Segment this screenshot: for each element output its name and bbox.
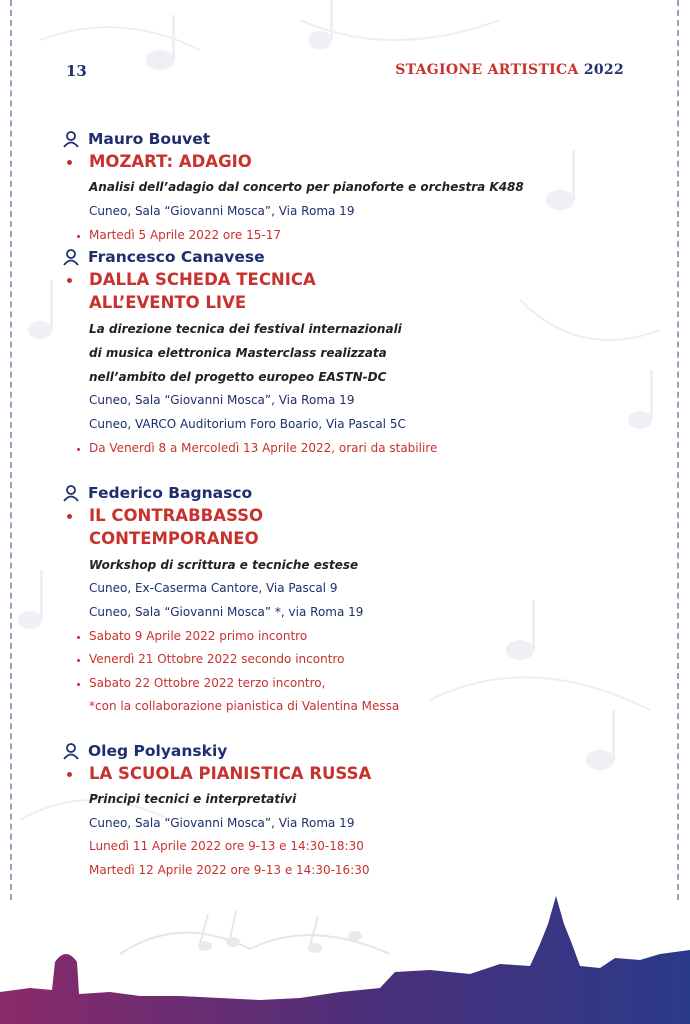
bullet-icon [77, 659, 80, 662]
course-title-text: LA SCUOLA PIANISTICA RUSSA [89, 764, 372, 783]
date-line [62, 441, 437, 455]
course-subtitle: Workshop di scrittura e tecniche estese [89, 558, 359, 572]
bullet-icon [77, 683, 80, 686]
teacher-name [62, 484, 252, 502]
teacher-name-text: Mauro Bouvet [88, 130, 211, 148]
course-subtitle: Principi tecnici e interpretativi [89, 792, 297, 806]
person-icon [62, 130, 80, 148]
course-title [62, 152, 252, 171]
course-subtitle: Analisi dell’adagio dal concerto per pianoforte e orchestra K488 [89, 180, 524, 194]
course-title-text: DALLA SCHEDA TECNICA [89, 270, 316, 289]
venue: Cuneo, Sala “Giovanni Mosca”, Via Roma 19 [89, 816, 355, 830]
date-line: Lunedì 11 Aprile 2022 ore 9-13 e 14:30-18:30 [89, 839, 364, 853]
date-line [62, 629, 307, 643]
bullet-icon [77, 636, 80, 639]
teacher-name-text: Federico Bagnasco [88, 484, 253, 502]
venue: Cuneo, Ex-Caserma Cantore, Via Pascal 9 [89, 581, 338, 595]
date-text: Sabato 22 Ottobre 2022 terzo incontro, [89, 676, 326, 690]
bullet-icon [77, 235, 80, 238]
teacher-name [62, 248, 265, 266]
header-title-text: STAGIONE ARTISTICA [395, 62, 579, 78]
venue: Cuneo, Sala “Giovanni Mosca” *, via Roma 19 [89, 605, 364, 619]
teacher-name [62, 742, 227, 760]
date-text: Sabato 9 Aprile 2022 primo incontro [89, 629, 308, 643]
course-title-text: IL CONTRABBASSO [89, 506, 264, 525]
date-line: Martedì 12 Aprile 2022 ore 9-13 e 14:30-16:30 [89, 863, 370, 877]
course-title [62, 764, 371, 783]
page-number: 13 [66, 62, 87, 80]
course-title-text: MOZART: ADAGIO [89, 152, 252, 171]
venue: Cuneo, Sala “Giovanni Mosca”, Via Roma 19 [89, 393, 355, 407]
date-text: Da Venerdì 8 a Mercoledì 13 Aprile 2022, orari da stabilire [89, 441, 438, 455]
header-year: 2022 [583, 62, 624, 78]
date-text: Martedì 5 Aprile 2022 ore 15-17 [89, 228, 281, 242]
bullet-icon [67, 514, 72, 519]
course-title [62, 506, 263, 525]
person-icon [62, 484, 80, 502]
left-dashed-border [10, 0, 12, 900]
teacher-name-text: Francesco Canavese [88, 248, 265, 266]
bullet-icon [67, 278, 72, 283]
collaboration-note: *con la collaborazione pianistica di Valentina Messa [89, 699, 400, 713]
bullet-icon [77, 448, 80, 451]
date-line [62, 652, 344, 666]
date-line [62, 676, 325, 690]
venue: Cuneo, Sala “Giovanni Mosca”, Via Roma 19 [89, 204, 355, 218]
person-icon [62, 742, 80, 760]
course-title-line-2: CONTEMPORANEO [89, 529, 259, 548]
course-subtitle: nell’ambito del progetto europeo EASTN-DC [89, 370, 387, 384]
course-title [62, 270, 316, 289]
teacher-name [62, 130, 210, 148]
city-skyline-illustration [0, 884, 690, 1024]
venue: Cuneo, VARCO Auditorium Foro Boario, Via Pascal 5C [89, 417, 406, 431]
course-title-line-2: ALL’EVENTO LIVE [89, 293, 247, 312]
bullet-icon [67, 772, 72, 777]
bullet-icon [67, 160, 72, 165]
header-title [395, 62, 624, 78]
course-subtitle: di musica elettronica Masterclass realizzata [89, 346, 387, 360]
right-dashed-border [677, 0, 679, 900]
date-text: Venerdì 21 Ottobre 2022 secondo incontro [89, 652, 345, 666]
date-line [62, 228, 281, 242]
course-subtitle: La direzione tecnica dei festival internazionali [89, 322, 402, 336]
teacher-name-text: Oleg Polyanskiy [88, 742, 228, 760]
person-icon [62, 248, 80, 266]
